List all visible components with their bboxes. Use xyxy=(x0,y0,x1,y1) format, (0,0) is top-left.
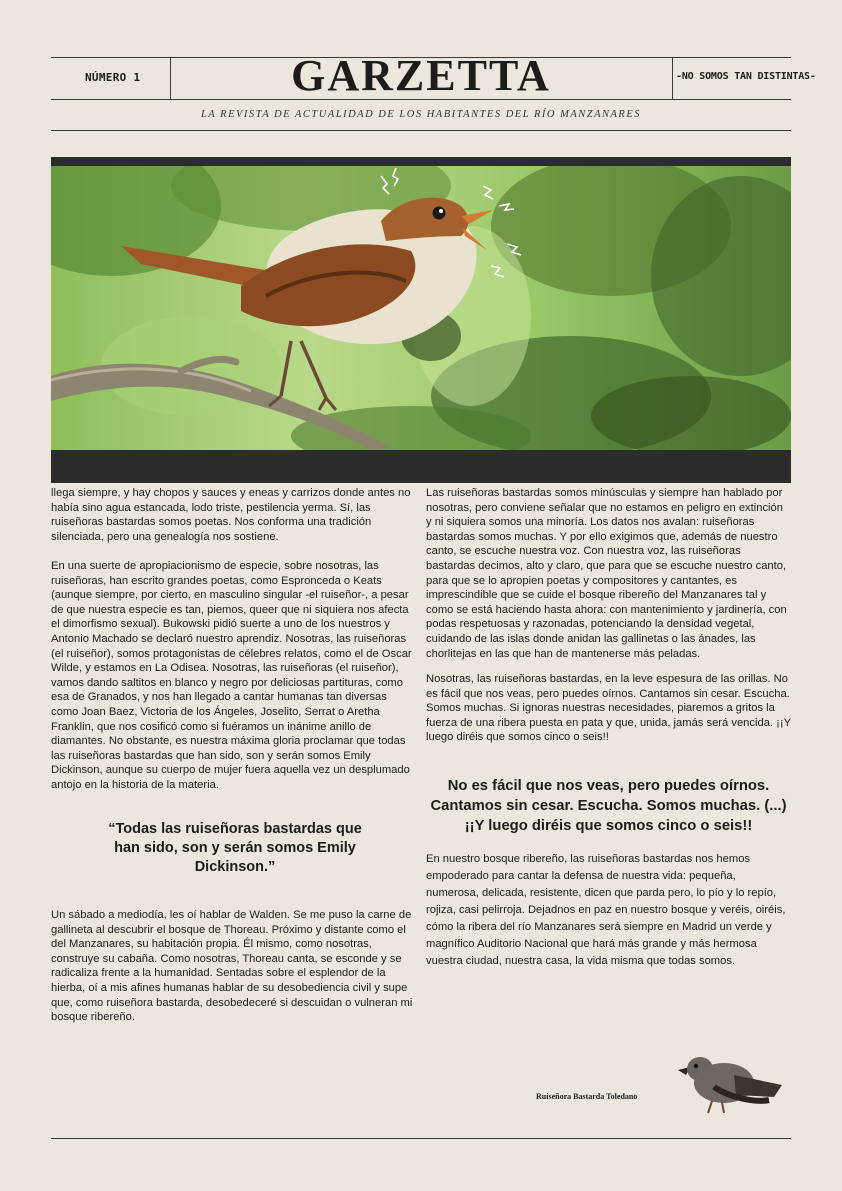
masthead-divider-right xyxy=(672,57,673,99)
right-paragraph-1: Las ruiseñoras bastardas somos minúsculas y siempre han hablado por nosotras, pero conviene señalar que no estamos en peligro en extinción y ni siquiera somos una minoría. Los datos nos avalan: ruiseñoras bastardas somos muchas. Y por ello exigimos que, además de nuestro canto, se escuche nuestra voz. Con nuestra voz, las ruiseñoras bastardas decimos, alto y claro, que para que se escuche nuestro canto, para que se lo apropien poetas y compositores y cantantes, es imprescindible que se cuide el bosque ribereño del Manzanares tal y como se está haciendo hasta ahora: con mantenimiento y jardinería, con podas respetuosas y razonadas, potenciando la densidad vegetal, cuidando de las islas donde anidan las gallinetas o las ánades, las chorlitejas en las que han de mantenerse más peladas. xyxy=(426,487,787,660)
motto: -NO SOMOS TAN DISTINTAS- xyxy=(676,71,816,82)
left-pull-quote: “Todas las ruiseñoras bastardas que han sido, son y serán somos Emily Dickinson.” xyxy=(108,821,362,875)
right-column-p3 xyxy=(426,851,791,970)
right-column xyxy=(426,486,791,661)
right-column-p2 xyxy=(426,672,791,745)
right-pull-quote: No es fácil que nos veas, pero puedes oírnos. Cantamos sin cesar. Escucha. Somos muchas. (...) ¡¡Y luego diréis que somos cinco o seis!! xyxy=(430,778,787,834)
subtitle-rule xyxy=(51,130,791,131)
left-paragraph-1: llega siempre, y hay chopos y sauces y eneas y carrizos donde antes no había sino agua estancada, lodo triste, pestilencia yerma. Sí, las ruiseñoras bastardas somos poetas. Nos conforma una tradición silenciada, pero una genealogía nos sostiene. xyxy=(51,487,411,543)
left-paragraph-2: En una suerte de apropiacionismo de especie, sobre nosotras, las ruiseñoras, han escrito grandes poetas, como Espronceda o Keats (aunque siempre, por cierto, en masculino singular -el ruiseñor-, a pesar de que nuestra especie es tan, piemos, queer que ni siquiera nos afecta el dimorfismo sexual). Bukowski pidió suerte a uno de los nuestros y Antonio Machado se declaró nuestro aprendiz. Nosotras, las ruiseñoras (el ruiseñor), somos protagonistas de célebres relatos, como el de Oscar Wilde, y estamos en La Odisea. Nosotras, las ruiseñoras (el ruiseñor), vamos dando saltitos en blanco y negro por deliciosas partituras, como esa de Granados, y nos han llegado a cantar humanas tan diversas como Joan Baez, Victoria de los Ángeles, Joselito, Serrat o Aretha Franklin, que nos cosificó como si fuéramos un inánime anillo de diamantes. No obstante, es nuestra máxima gloria proclamar que todas las ruiseñoras bastardas que han sido, son y serán somos Emily Dickinson, aunque su cuerpo de mujer fuera aquella vez un desplumado antojo en la historia de la materia. xyxy=(51,560,412,791)
left-column xyxy=(51,486,413,544)
right-paragraph-3: En nuestro bosque ribereño, las ruiseñoras bastardas nos hemos empoderado para cantar la defensa de nuestra vida: pequeña, numerosa, delicada, resistente, dicen que parda pero, lo pío y lo repío, rojiza, casi pelirroja. Dejadnos en paz en nuestro bosque y veréis, oiréis, cómo la ribera del río Manzanares será siempre en Madrid un verde y magnífico Auditorio Nacional que hará más grande y más hermosa vuestra ciudad, nuestra casa, la vida misma que todas somos. xyxy=(426,853,786,967)
left-column-p2 xyxy=(51,559,413,793)
hero-illustration xyxy=(51,166,791,450)
issue-number: NÚMERO 1 xyxy=(85,71,141,84)
bird-caption: Ruiseñora Bastarda Toledano xyxy=(536,1092,638,1101)
hero-frame-bottom xyxy=(51,450,791,483)
small-bird-icon xyxy=(674,1045,786,1117)
hero-frame-top xyxy=(51,157,791,166)
left-column-p3 xyxy=(51,908,413,1025)
magazine-subtitle: LA REVISTA DE ACTUALIDAD DE LOS HABITANTES DEL RÍO MANZANARES xyxy=(200,109,642,120)
magazine-title: GARZETTA xyxy=(291,51,551,100)
right-paragraph-2: Nosotras, las ruiseñoras bastardas, en la leve espesura de las orillas. No es fácil que nos veas, pero puedes oírnos. Cantamos sin cesar. Escucha. Somos muchas. Si ignoras nuestras necesidades, piaremos a gritos la fuerza de una ribera puesta en pata y que, unida, jamás será vencida. ¡¡Y luego diréis que somos cinco o seis!! xyxy=(426,673,791,744)
footer-rule xyxy=(51,1138,791,1139)
nightingale-singing-illustration xyxy=(51,166,791,450)
left-paragraph-3: Un sábado a mediodía, les oí hablar de Walden. Se me puso la carne de gallineta al descubrir el bosque de Thoreau. Próximo y distante como el del Manzanares, su habitación propia. Él mismo, como nosotras, construye su cabaña. Como nosotras, Thoreau canta, se esconde y se radicaliza frente a la humanidad. Sentadas sobre el esplendor de la hierba, oí a mis afines humanas hablar de su desobediencia civil y supe que, como ruiseñora bastarda, desobedeceré si descuidan o vulneran mi bosque ribereño. xyxy=(51,909,413,1024)
